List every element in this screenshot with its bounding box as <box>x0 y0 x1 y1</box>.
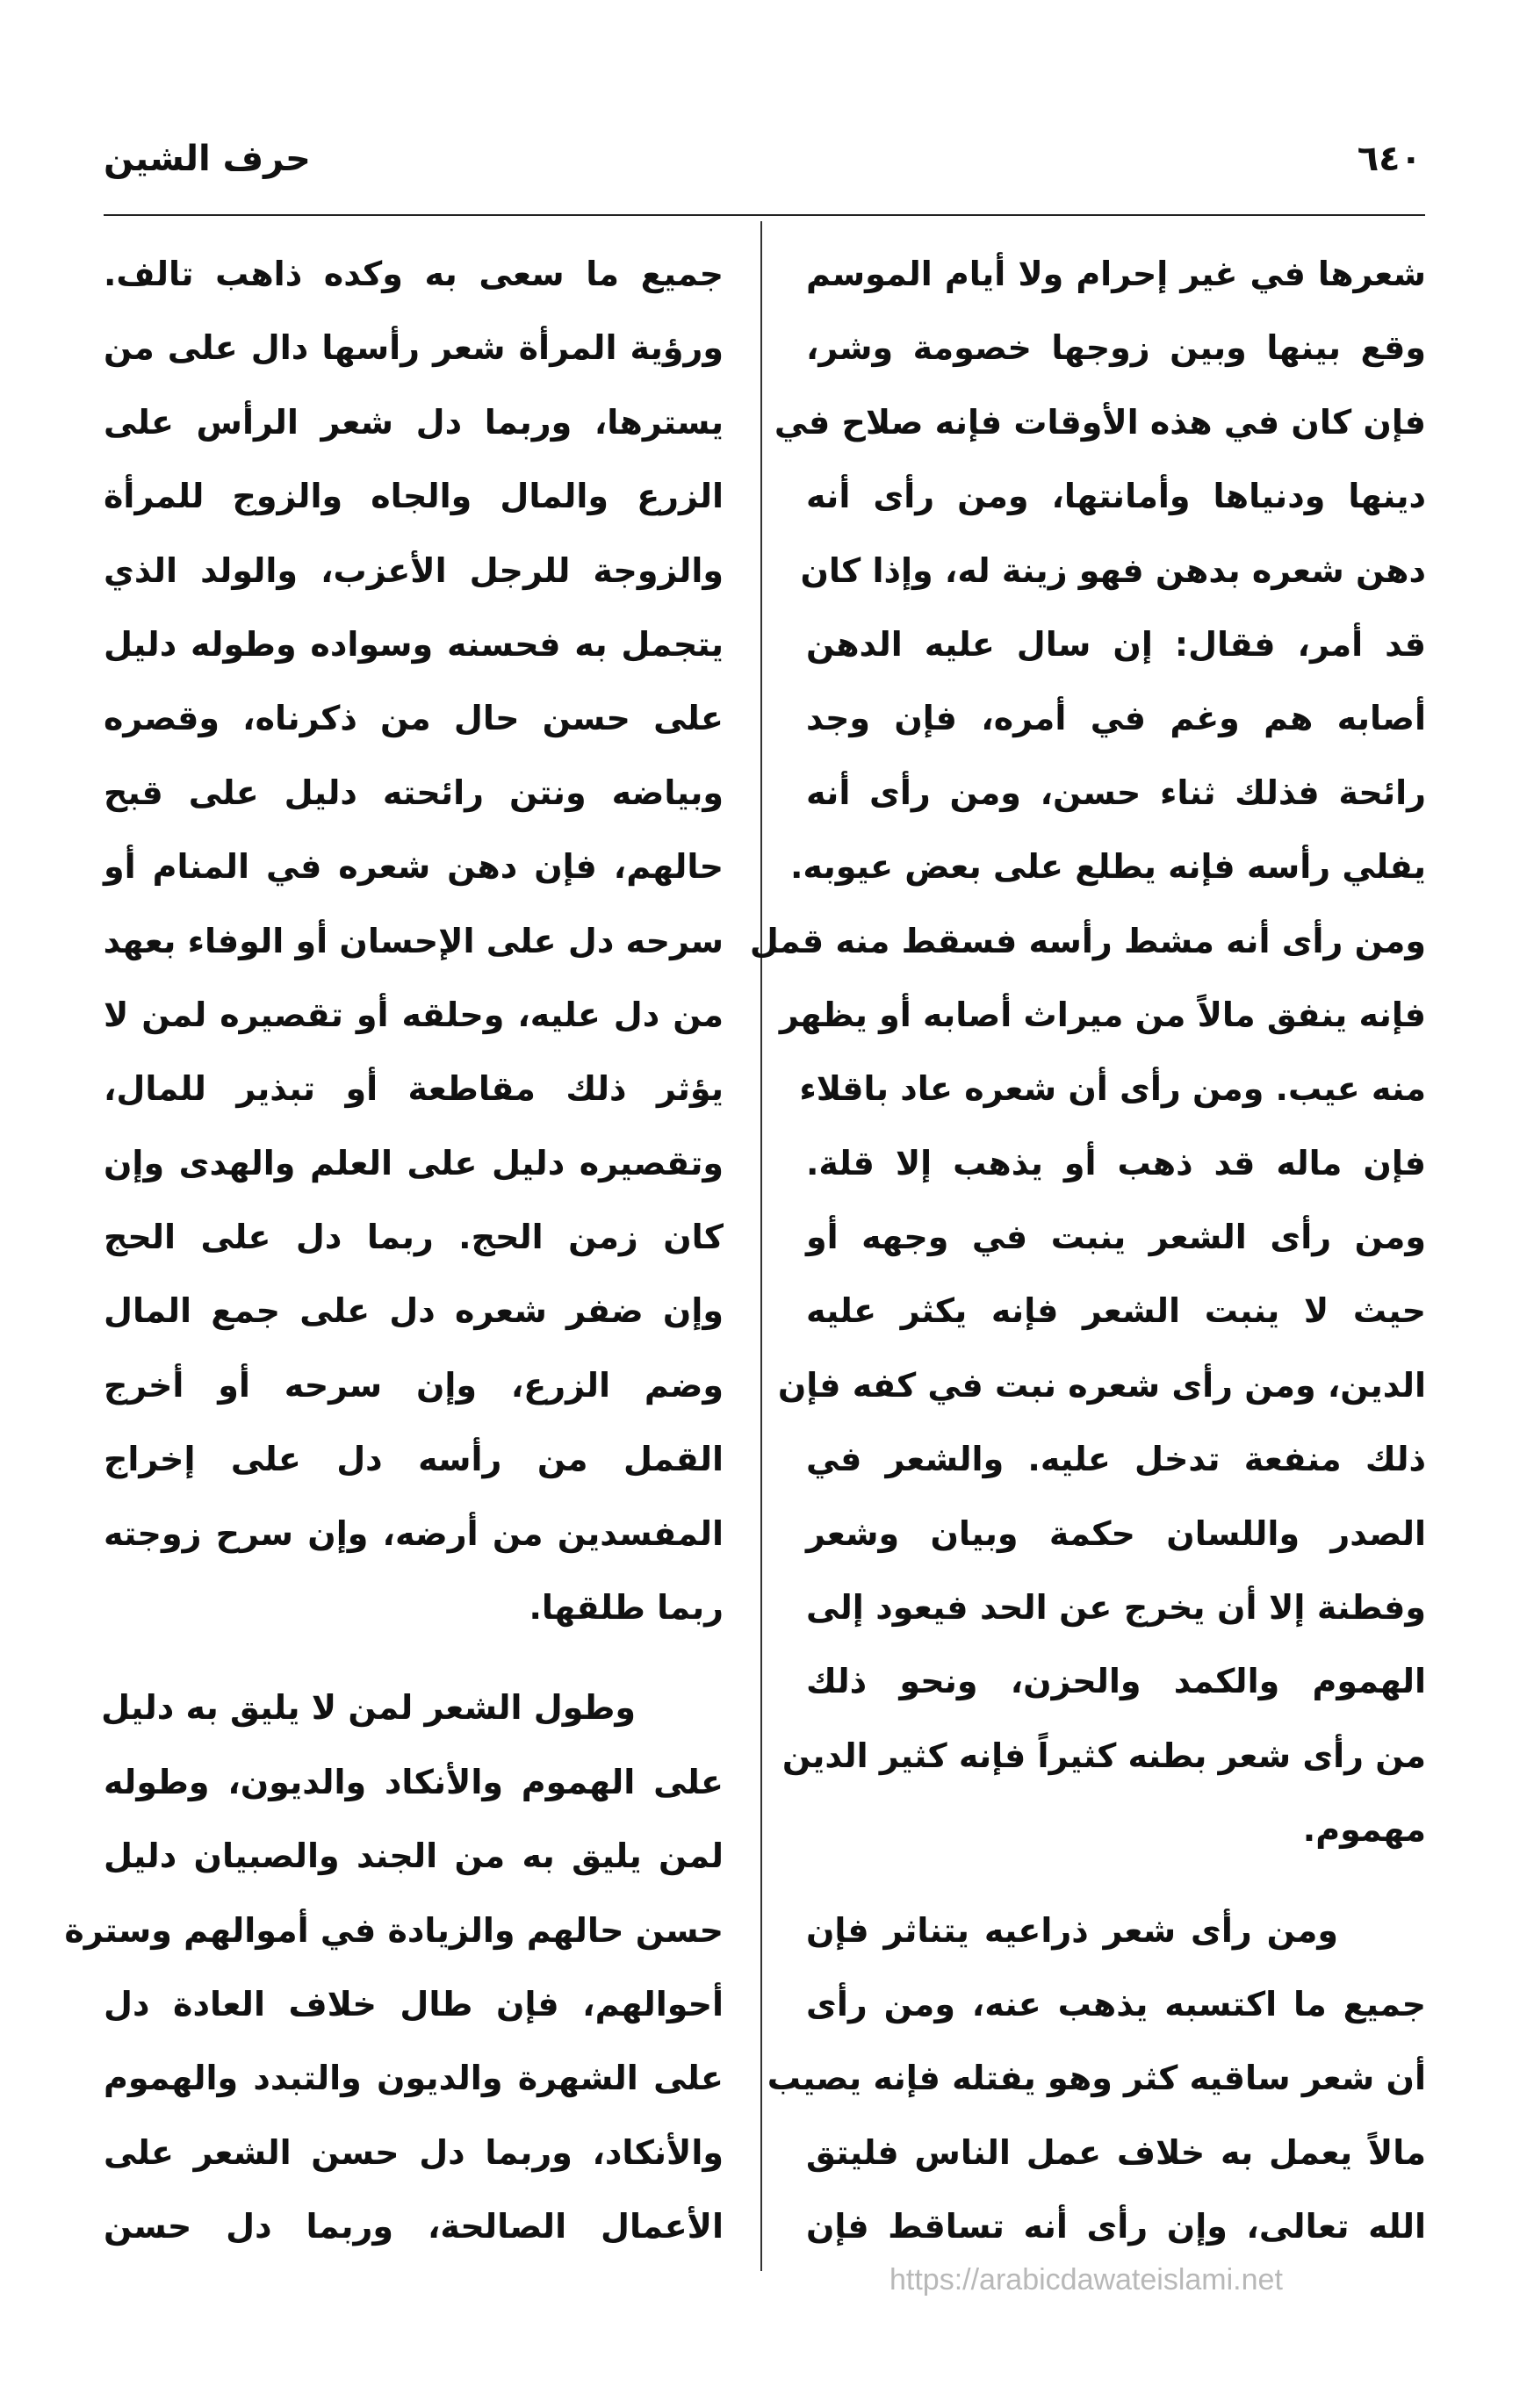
text-line: على الشهرة والديون والتبدد والهموم <box>104 2059 724 2098</box>
text-line: فإن ماله قد ذهب أو يذهب إلا قلة. <box>806 1143 1426 1182</box>
text-line: فإن كان في هذه الأوقات فإنه صلاح في <box>774 402 1426 442</box>
text-line: ومن رأى الشعر ينبت في وجهه أو <box>806 1218 1426 1257</box>
watermark: https://arabicdawateislami.net <box>889 2263 1283 2297</box>
text-line: لمن يليق به من الجند والصبيان دليل <box>104 1837 724 1876</box>
text-line: قد أمر، فقال: إن سال عليه الدهن <box>806 624 1426 664</box>
text-line: أصابه هم وغم في أمره، فإن وجد <box>806 699 1426 738</box>
text-line: يتجمل به فحسنه وسواده وطوله دليل <box>104 624 724 664</box>
text-line: ومن رأى أنه مشط رأسه فسقط منه قمل <box>749 921 1426 960</box>
left-column <box>64 237 724 2264</box>
text-line: يسترها، وربما دل شعر الرأس على <box>104 402 724 442</box>
text-line: حالهم، فإن دهن شعره في المنام أو <box>104 847 724 887</box>
page-number: ٦٤٠ <box>1357 139 1422 179</box>
text-line: مالاً يعمل به خلاف عمل الناس فليتق <box>806 2132 1426 2172</box>
paragraph <box>749 237 1426 1867</box>
header-rule <box>104 214 1425 216</box>
text-line: على حسن حال من ذكرناه، وقصره <box>104 699 724 738</box>
text-line: المفسدين من أرضه، وإن سرح زوجته <box>104 1513 724 1553</box>
text-line: الدين، ومن رأى شعره نبت في كفه فإن <box>777 1365 1426 1405</box>
text-line: جميع ما سعى به وكده ذاهب تالف. <box>104 255 724 293</box>
text-line: يؤثر ذلك مقاطعة أو تبذير للمال، <box>104 1069 724 1109</box>
text-line: وضم الزرع، وإن سرحه أو أخرج <box>104 1365 724 1405</box>
text-line: منه عيب. ومن رأى أن شعره عاد باقلاء <box>799 1069 1426 1109</box>
text-line: وفطنة إلا أن يخرج عن الحد فيعود إلى <box>806 1588 1426 1628</box>
text-line: الصدر واللسان حكمة وبيان وشعر <box>806 1513 1426 1553</box>
text-line: حسن حالهم والزيادة في أموالهم وسترة <box>64 1910 724 1950</box>
text-line: دينها ودنياها وأمانتها، ومن رأى أنه <box>806 477 1426 516</box>
text-line: أحوالهم، فإن طال خلاف العادة دل <box>104 1984 724 2023</box>
running-title: حرف الشين <box>104 139 311 179</box>
text-line: مهموم. <box>1302 1810 1426 1850</box>
text-line: شعرها في غير إحرام ولا أيام الموسم <box>806 255 1426 293</box>
text-line: وإن ضفر شعره دل على جمع المال <box>104 1291 724 1331</box>
text-line: سرحه دل على الإحسان أو الوفاء بعهد <box>103 921 724 960</box>
text-line: ربما طلقها. <box>529 1588 724 1628</box>
right-column <box>749 237 1426 2264</box>
text-line: وبياضه ونتن رائحته دليل على قبح <box>104 773 724 812</box>
text-line: من دل عليه، وحلقه أو تقصيره لمن لا <box>104 995 724 1034</box>
text-line: والأنكاد، وربما دل حسن الشعر على <box>104 2132 724 2172</box>
text-line: ذلك منفعة تدخل عليه. والشعر في <box>806 1440 1426 1479</box>
text-line: رائحة فذلك ثناء حسن، ومن رأى أنه <box>806 773 1426 812</box>
text-line: من رأى شعر بطنه كثيراً فإنه كثير الدين <box>781 1736 1426 1775</box>
text-line: حيث لا ينبت الشعر فإنه يكثر عليه <box>806 1291 1426 1331</box>
column-divider <box>760 221 762 2271</box>
text-line: جميع ما اكتسبه يذهب عنه، ومن رأى <box>806 1984 1426 2023</box>
text-line: وتقصيره دليل على العلم والهدى وإن <box>104 1143 724 1182</box>
text-line: فإنه ينفق مالاً من ميراث أصابه أو يظهر <box>779 995 1426 1034</box>
text-line: الله تعالى، وإن رأى أنه تساقط فإن <box>806 2207 1426 2246</box>
text-line: كان زمن الحج. ربما دل على الحج <box>104 1218 724 1257</box>
text-line: يفلي رأسه فإنه يطلع على بعض عيوبه. <box>789 847 1426 887</box>
text-line: الهموم والكمد والحزن، ونحو ذلك <box>806 1662 1426 1701</box>
text-line: على الهموم والأنكاد والديون، وطوله <box>104 1762 724 1801</box>
text-line: والزوجة للرجل الأعزب، والولد الذي <box>104 550 724 590</box>
text-line: أن شعر ساقيه كثر وهو يفتله فإنه يصيب <box>767 2059 1426 2098</box>
text-line: القمل من رأسه دل على إخراج <box>104 1440 724 1479</box>
text-line: وطول الشعر لمن لا يليق به دليل <box>101 1688 636 1728</box>
paragraph <box>767 1894 1426 2264</box>
paragraph <box>104 237 724 1644</box>
text-line: ومن رأى شعر ذراعيه يتناثر فإن <box>806 1910 1338 1950</box>
paragraph <box>64 1671 724 2263</box>
text-line: ورؤية المرأة شعر رأسها دال على من <box>104 328 724 368</box>
text-line: الأعمال الصالحة، وربما دل حسن <box>104 2207 724 2246</box>
text-line: الزرع والمال والجاه والزوج للمرأة <box>104 477 724 516</box>
text-line: دهن شعره بدهن فهو زينة له، وإذا كان <box>800 550 1426 590</box>
text-line: وقع بينها وبين زوجها خصومة وشر، <box>806 328 1426 368</box>
